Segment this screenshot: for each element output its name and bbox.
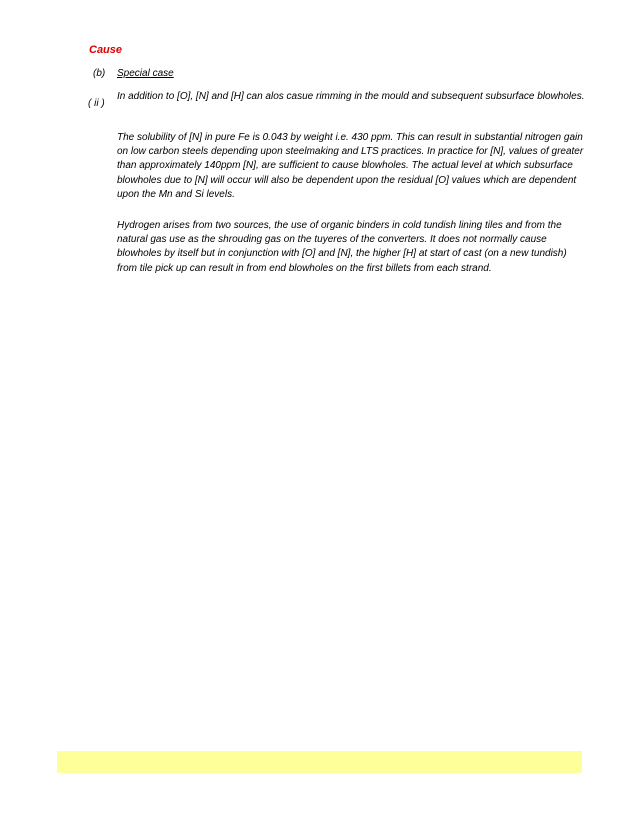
item-label: ( ii ) (88, 98, 105, 109)
section-label: (b) (93, 68, 106, 79)
paragraph-rimming: In addition to [O], [N] and [H] can alos casue rimming in the mould and subsequent subsurface blowholes. (117, 91, 585, 102)
paragraph-hydrogen: Hydrogen arises from two sources, the use of organic binders in cold tundish lining tiles and from the natural gas use as the shrouding gas on the tuyeres of the converters. It does not normally cause blowholes by itself but in conjunction with [O] and [N], the higher [H] at start of cast (on a new tundish) from tile pick up can result in from end blowholes on the first billets from each strand. (117, 220, 567, 274)
paragraph-nitrogen: The solubility of [N] in pure Fe is 0.043 by weight i.e. 430 ppm. This can result in substantial nitrogen gain on low carbon steels depending upon steelmaking and LTS practices. In practice for [N], values of greater than approximately 140ppm [N], are sufficient to cause blowholes. The actual level at which subsurface blowholes due to [N] will occur will also be dependent upon the residual [O] values which are dependent upon the Mn and Si levels. (117, 132, 584, 200)
footer-highlight-band (57, 751, 582, 773)
section-heading: Cause (89, 44, 123, 56)
section-title: Special case (117, 68, 174, 79)
